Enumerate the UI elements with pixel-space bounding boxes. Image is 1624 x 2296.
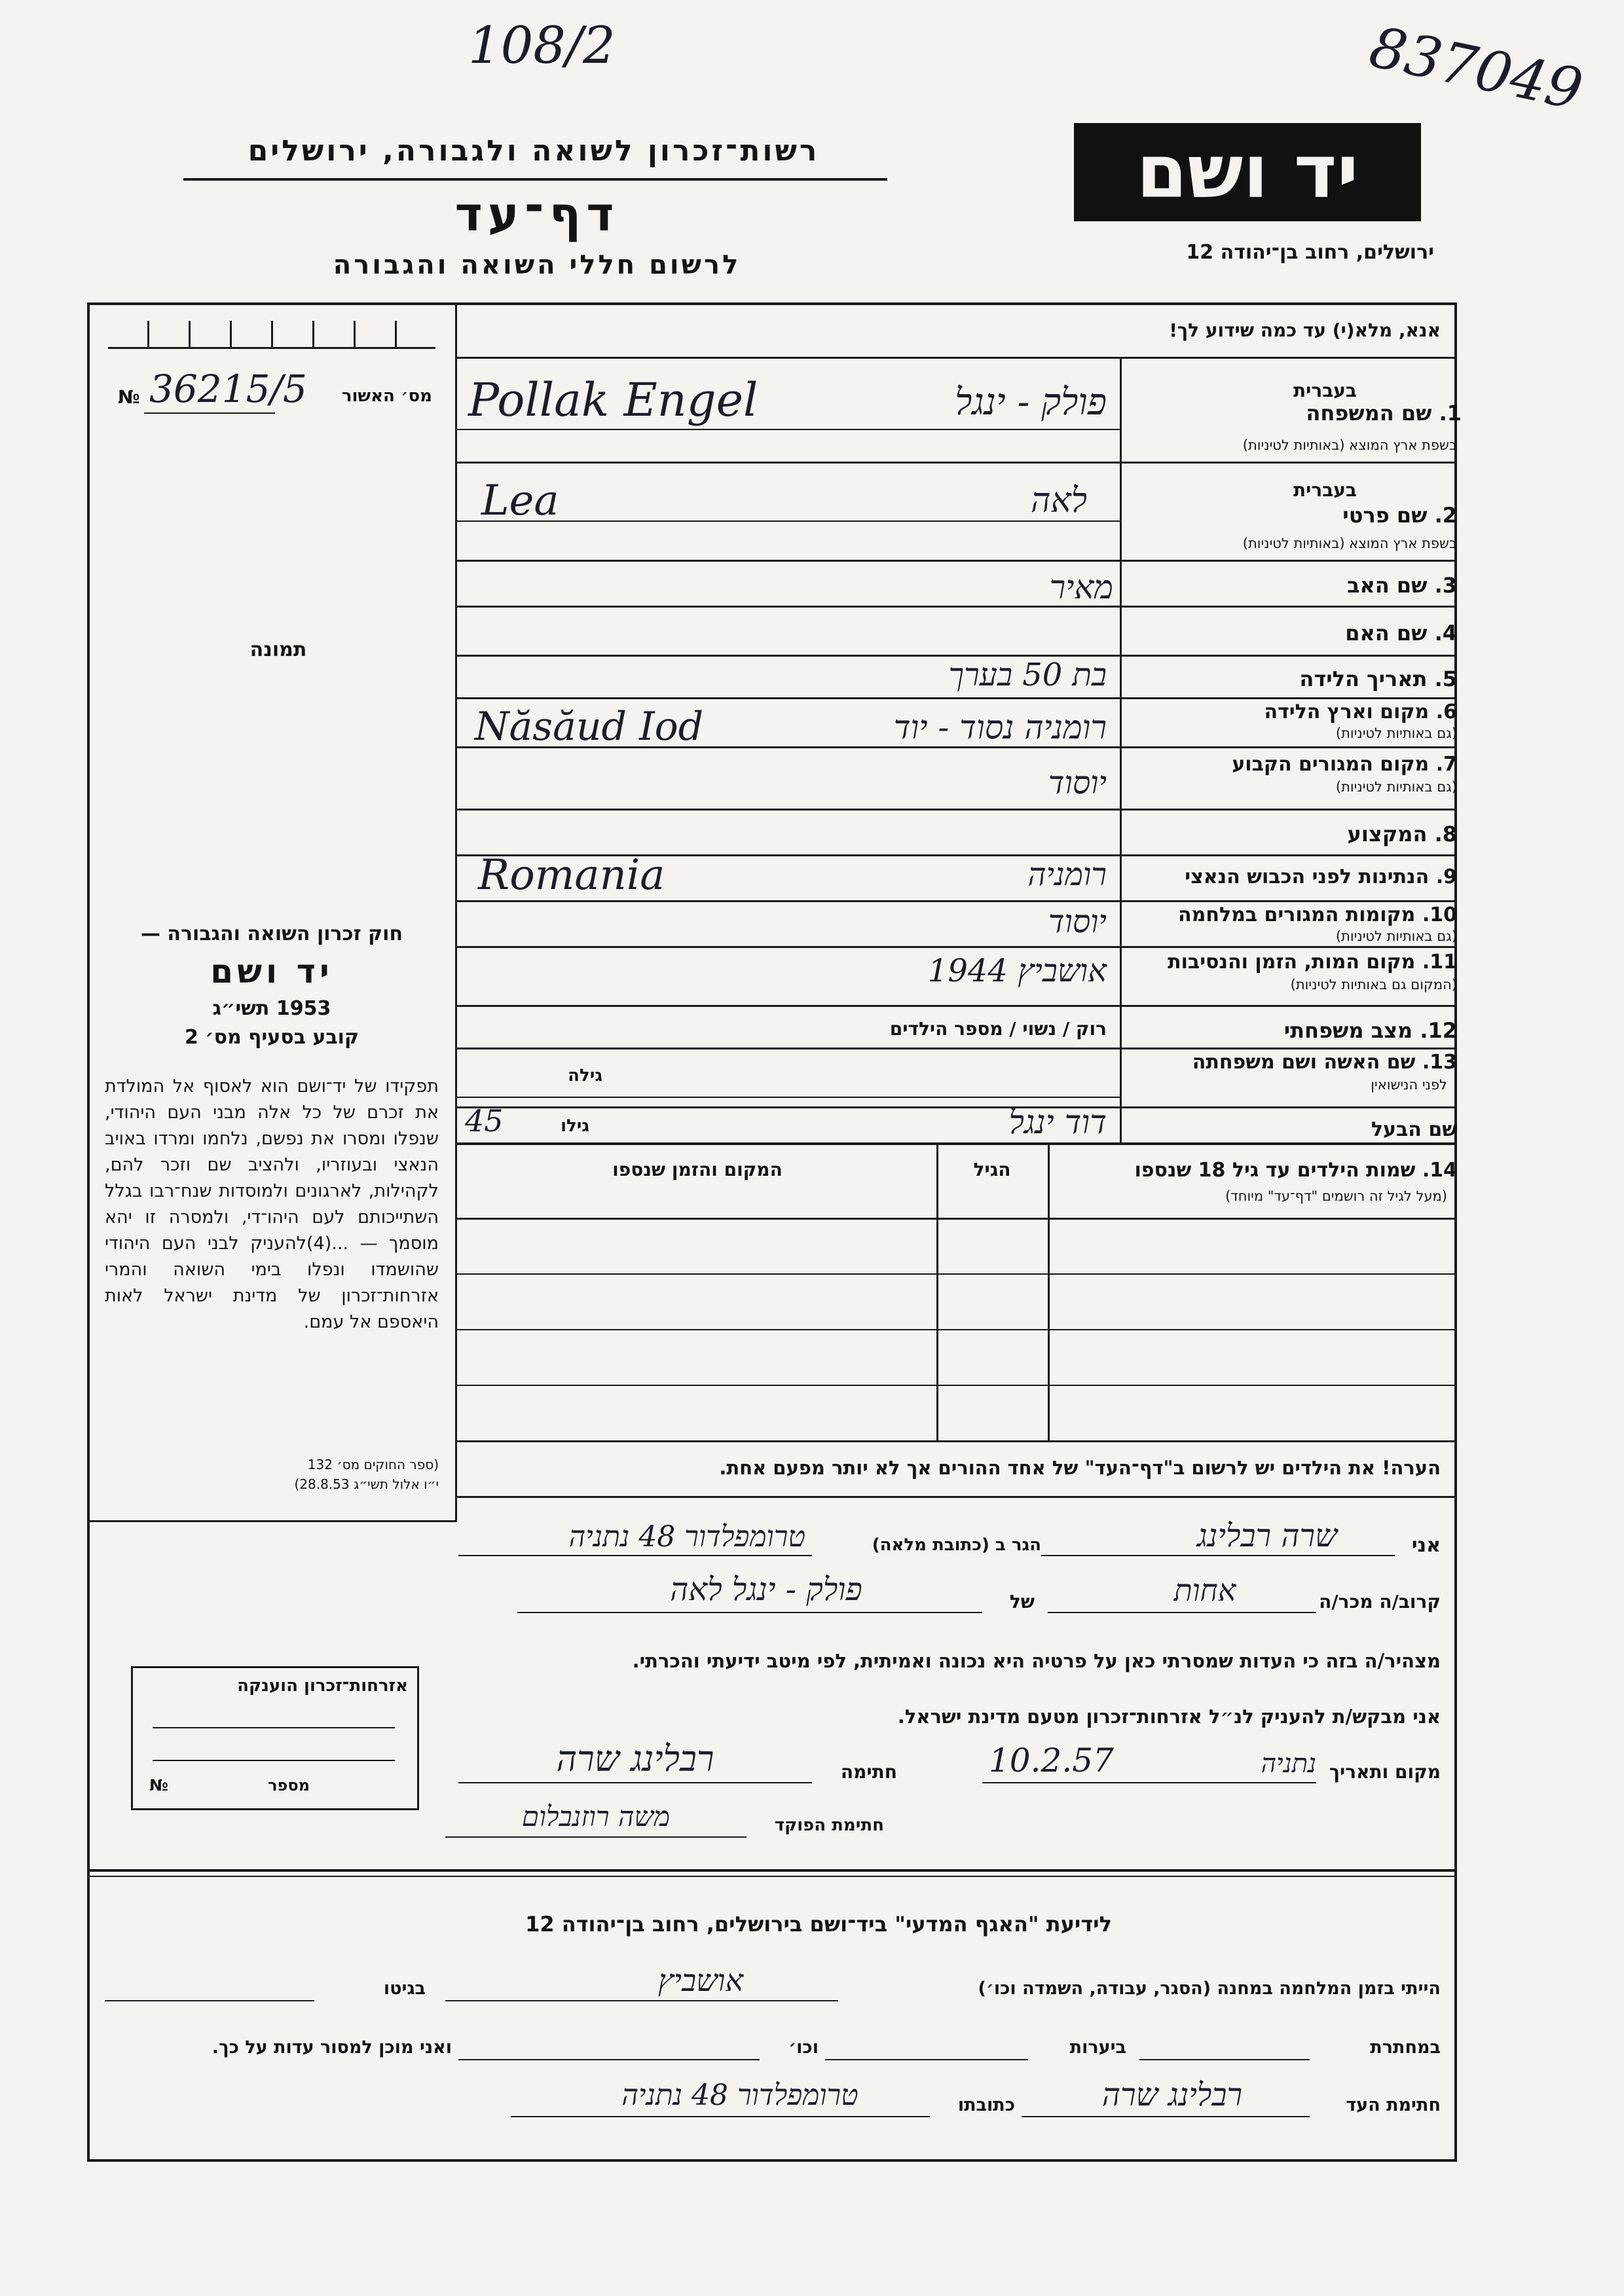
field-7-title: מקום המגורים הקבוע	[1232, 753, 1430, 776]
field-13-title: שם האשה ושם משפחתה	[1192, 1051, 1416, 1074]
cert-box-number-prefix: №	[149, 1776, 168, 1795]
field-3-value: מאיר	[1049, 568, 1113, 606]
field-1-lang: בעברית	[1293, 380, 1357, 401]
cert-box-title: אזרחות־זכרון הוענקה	[237, 1676, 408, 1696]
field-10-title: מקומות המגורים במלחמה	[1178, 903, 1416, 926]
photo-label: תמונה	[249, 638, 307, 661]
request-text: אני מבקש/ת להעניק לנ״ל אזרחות־זכרון מטעם מדינת ישראל.	[897, 1705, 1441, 1728]
declarant-ani: אני	[1411, 1534, 1441, 1557]
field-1-num: 1.	[1439, 401, 1462, 426]
officer-line	[445, 1836, 747, 1838]
ready-text: ואני מוכן למסור עדות על כך.	[212, 2037, 452, 2058]
of-name: פולק - ינגל לאה	[670, 1571, 862, 1608]
field-12-label	[1284, 1018, 1457, 1043]
row-rule-11	[455, 1005, 1457, 1007]
children-col-2	[936, 1144, 938, 1442]
field-11-value: אושביץ 1944	[927, 953, 1107, 989]
place-date-line	[982, 1782, 1316, 1783]
field-2-hebrew: לאה	[1031, 481, 1087, 520]
field-1-sub: בשפת ארץ המוצא (באותיות לטיניות)	[1242, 437, 1457, 453]
declarant-name-line	[1041, 1555, 1395, 1556]
top-archive-number: 108/2	[468, 16, 616, 75]
row-rule-9	[455, 900, 1457, 902]
fill-instruction: אנא, מלא(י) עד כמה שידוע לך!	[1169, 319, 1441, 341]
remark-rule	[455, 1496, 1457, 1498]
row-rule-10	[455, 946, 1457, 948]
field-1-latin: Pollak Engel	[468, 373, 758, 427]
address-line: ירושלים, רחוב בן־יהודה 12	[1186, 241, 1434, 264]
field-10-sub: (גם באותיות לטיניות)	[1335, 928, 1457, 944]
field-9-latin: Romania	[478, 851, 665, 900]
field-6-hebrew: רומניה נסוד - יוד	[893, 708, 1107, 746]
row-rule-5	[455, 697, 1457, 699]
bottom-section-rule-2	[87, 1876, 1457, 1877]
children-num: 14.	[1422, 1159, 1457, 1182]
row-rule-13a	[455, 1097, 1120, 1098]
place-date-label: מקום ותאריך	[1329, 1761, 1441, 1783]
field-5-value: בת 50 בערך	[948, 657, 1107, 693]
field-6-title: מקום וארץ הלידה	[1264, 701, 1430, 723]
field-5-label	[1299, 666, 1457, 691]
field-6-num: 6.	[1435, 701, 1457, 723]
field-2-lang: בעברית	[1293, 479, 1357, 501]
field-2-latin: Lea	[481, 477, 559, 525]
children-row-rule-2	[455, 1329, 1457, 1330]
field-1-label	[1306, 401, 1462, 426]
receipt-tick-boxes	[108, 321, 435, 349]
children-remark: הערה! את הילדים יש לרשום ב"דף־העד" של אחד ההורים אך לא יותר מפעם אחת.	[719, 1457, 1441, 1479]
row-rule-1a	[455, 429, 1120, 430]
children-row-rule-1	[455, 1273, 1457, 1275]
field-11-num: 11.	[1422, 951, 1457, 974]
children-label	[1134, 1159, 1457, 1182]
row-rule-husband	[455, 1142, 1457, 1145]
field-2-num: 2.	[1434, 503, 1457, 528]
children-col-1	[1048, 1144, 1050, 1442]
camp-value: אושביץ	[657, 1963, 744, 1998]
underground-line	[1139, 2059, 1310, 2060]
declarant-address-label: הגר ב (כתובת מלאה)	[872, 1535, 1041, 1555]
field-11-label	[1168, 951, 1457, 974]
witness-address-label: כתובתו	[957, 2095, 1015, 2115]
camp-label: הייתי בזמן המלחמה במחנה (הסגר, עבודה, השמדה וכו׳)	[978, 1978, 1441, 1999]
field-11-title: מקום המות, הזמן והנסיבות	[1168, 951, 1416, 974]
cert-box-line-1	[153, 1727, 395, 1728]
field-13-sub: לפני הנישואין	[1371, 1077, 1447, 1093]
receipt-label: מס׳ האשור	[341, 386, 432, 406]
officer-signature: משה רוזנבלום	[521, 1800, 671, 1832]
cert-box-line-2	[153, 1760, 395, 1761]
husband-age-label: גילו	[561, 1116, 589, 1136]
field-9-title: הנתינות לפני הכבוש הנאצי	[1185, 866, 1430, 888]
relation-line	[1048, 1612, 1316, 1613]
field-13-age-label: גילה	[568, 1066, 602, 1085]
children-place-header: המקום והזמן שנספו	[612, 1159, 783, 1180]
field-4-label	[1345, 621, 1457, 646]
husband-age-value: 45	[465, 1103, 504, 1139]
etc-line	[458, 2059, 760, 2060]
field-12-title: מצב משפחתי	[1283, 1018, 1413, 1043]
receipt-prefix: №	[118, 386, 140, 408]
field-8-label	[1348, 822, 1457, 847]
forests-label: ביערות	[1069, 2037, 1126, 2058]
field-13-num: 13.	[1422, 1051, 1457, 1074]
law-clause: קובע בסעיף מס׳ 2	[184, 1026, 360, 1049]
signature-label: חתימה	[840, 1761, 897, 1783]
field-3-label	[1347, 573, 1457, 598]
underground-label: במחתרת	[1370, 2037, 1441, 2058]
place-value: נתניה	[1261, 1749, 1316, 1779]
field-13-label	[1192, 1051, 1457, 1074]
field-7-sub: (גם באותיות לטיניות)	[1335, 779, 1457, 795]
yad-vashem-logo	[1074, 123, 1421, 221]
witness-signature: רבלינג שרה	[1101, 2077, 1243, 2113]
camp-line	[445, 2000, 838, 2001]
relation-label: קרוב/ה מכר/ה	[1319, 1591, 1441, 1613]
authority-title: רשות־זכרון לשואה ולגבורה, ירושלים	[248, 134, 820, 168]
children-age-header: הגיל	[973, 1159, 1011, 1180]
witness-line	[1022, 2116, 1310, 2117]
of-name-line	[517, 1612, 982, 1613]
field-10-num: 10.	[1422, 903, 1457, 926]
field-10-label	[1178, 903, 1457, 926]
field-9-num: 9.	[1435, 866, 1457, 888]
ghetto-line	[105, 2000, 314, 2001]
field-4-title: שם האם	[1345, 621, 1428, 646]
sidebar-divider	[455, 302, 457, 1520]
witness-label: חתימת העד	[1346, 2095, 1441, 2115]
bottom-title: לידיעת "האגף המדעי" ביד־ושם בירושלים, רחוב בן־יהודה 12	[525, 1912, 1112, 1937]
row-rule-1	[455, 462, 1457, 464]
declaration-text: מצהיר/ה בזה כי העדות שמסרתי כאן על פרטיה היא נכונה ואמיתית, לפי מיטב ידיעתי והכרתי.	[632, 1650, 1441, 1672]
citizenship-cert-box	[131, 1666, 419, 1810]
form-title: דף־עד	[454, 187, 619, 242]
bottom-section-rule-1	[87, 1869, 1457, 1872]
field-7-value: יוסוד	[1048, 765, 1107, 801]
date-value: 10.2.57	[989, 1741, 1114, 1779]
children-bottom-rule	[455, 1440, 1457, 1442]
law-name: יד ושם	[210, 953, 333, 991]
law-reference-1: (ספר החוקים מס׳ 132	[307, 1457, 439, 1472]
field-7-num: 7.	[1435, 753, 1457, 776]
children-row-rule-3	[455, 1385, 1457, 1386]
law-title: חוק זכרון השואה והגבורה —	[140, 922, 403, 945]
field-5-num: 5.	[1434, 666, 1457, 691]
declarant-name: שרה רבלינג	[1196, 1518, 1338, 1554]
row-rule-2	[455, 560, 1457, 562]
law-year: 1953 תשי״ג	[212, 997, 331, 1020]
receipt-underline	[144, 412, 275, 414]
field-3-num: 3.	[1434, 573, 1457, 598]
field-10-value: יוסוד	[1048, 903, 1107, 940]
field-2-sub: בשפת ארץ המוצא (באותיות לטיניות)	[1242, 536, 1457, 551]
row-rule-12	[455, 1048, 1457, 1049]
field-3-title: שם האב	[1346, 573, 1428, 598]
declarant-address-line	[458, 1555, 812, 1556]
logo-text: יד ושם	[1136, 130, 1359, 215]
children-title: שמות הילדים עד גיל 18 שנספו	[1134, 1159, 1416, 1182]
field-9-hebrew: רומניה	[1027, 856, 1107, 893]
signature-line	[458, 1782, 812, 1783]
law-excerpt	[105, 920, 439, 1052]
field-6-sub: (גם באותיות לטיניות)	[1335, 725, 1457, 741]
field-8-num: 8.	[1434, 822, 1457, 847]
children-sub: (מעל לגיל זה רושמים "דף־עד" מיוחד)	[1225, 1188, 1447, 1204]
witness-address: טרומפלדור 48 נתניה	[621, 2079, 858, 2112]
field-4-num: 4.	[1434, 621, 1457, 646]
field-6-label	[1264, 701, 1457, 723]
authority-underline	[183, 178, 887, 181]
field-6-latin: Năsăud Iod	[475, 704, 704, 750]
field-5-title: תאריך הלידה	[1299, 666, 1428, 691]
ghetto-label: בגיטו	[383, 1978, 426, 1999]
law-text: תפקידו של יד־ושם הוא לאסוף אל המולדת את זכרם של כל אלה מבני העם היהודי, שנפלו ומסרו את נפשם, נלחמו ומרדו באויב הנאצי ובעוזריו, ולהציב שם וזכר להם, לקהילות, לארגונים ולמוסדות שנח־רבו בגלל השתייכותם לעם היהו־די, ולמסרה זו יהא מוסמך — ...(4)להעניק לבני העם היהודי שהושמדו ונפלו בימי השואה והמרי אזרחות־זכרון של מדינת ישראל לאות היאספם אל עמם.	[105, 1076, 439, 1332]
field-12-num: 12.	[1420, 1018, 1457, 1043]
cert-box-number-label: מספר	[268, 1776, 310, 1795]
husband-label: שם הבעל	[1371, 1118, 1457, 1141]
field-9-label	[1185, 866, 1457, 888]
sidebar-bottom-rule	[87, 1520, 457, 1522]
corner-archive-number: 837049	[1364, 14, 1589, 124]
declarant-address: טרומפלדור 48 נתניה	[568, 1520, 805, 1554]
field-7-label	[1232, 753, 1457, 776]
label-column-divider	[1120, 359, 1122, 1144]
husband-value: דוד ינגל	[1008, 1103, 1107, 1141]
officer-label: חתימת הפוקד	[774, 1815, 884, 1835]
law-reference-2: י״ו אלול תשי״ג 28.8.53)	[294, 1476, 439, 1492]
field-2-title: שם פרטי	[1342, 503, 1428, 528]
children-header-rule	[455, 1218, 1457, 1220]
signature-value: רבלינג שרה	[556, 1738, 714, 1779]
receipt-number: 36215/5	[149, 367, 307, 411]
etc-label: וכו׳	[788, 2037, 819, 2058]
field-8-title: המקצוע	[1347, 822, 1428, 847]
relation-value: אחות	[1173, 1573, 1236, 1608]
field-12-options: רוק / נשוי / מספר הילדים	[889, 1018, 1107, 1040]
field-1-hebrew: פולק - ינגל	[955, 381, 1107, 424]
instruction-rule	[455, 357, 1457, 359]
forests-line	[825, 2059, 1028, 2060]
form-subtitle: לרשום חללי השואה והגבורה	[333, 250, 741, 280]
row-rule-7	[455, 809, 1457, 811]
field-1-title: שם המשפחה	[1306, 401, 1432, 426]
field-11-sub: (המקום גם באותיות לטיניות)	[1290, 977, 1457, 993]
field-2-label	[1342, 503, 1457, 528]
of-label: של	[1009, 1591, 1035, 1613]
witness-address-line	[511, 2116, 930, 2117]
